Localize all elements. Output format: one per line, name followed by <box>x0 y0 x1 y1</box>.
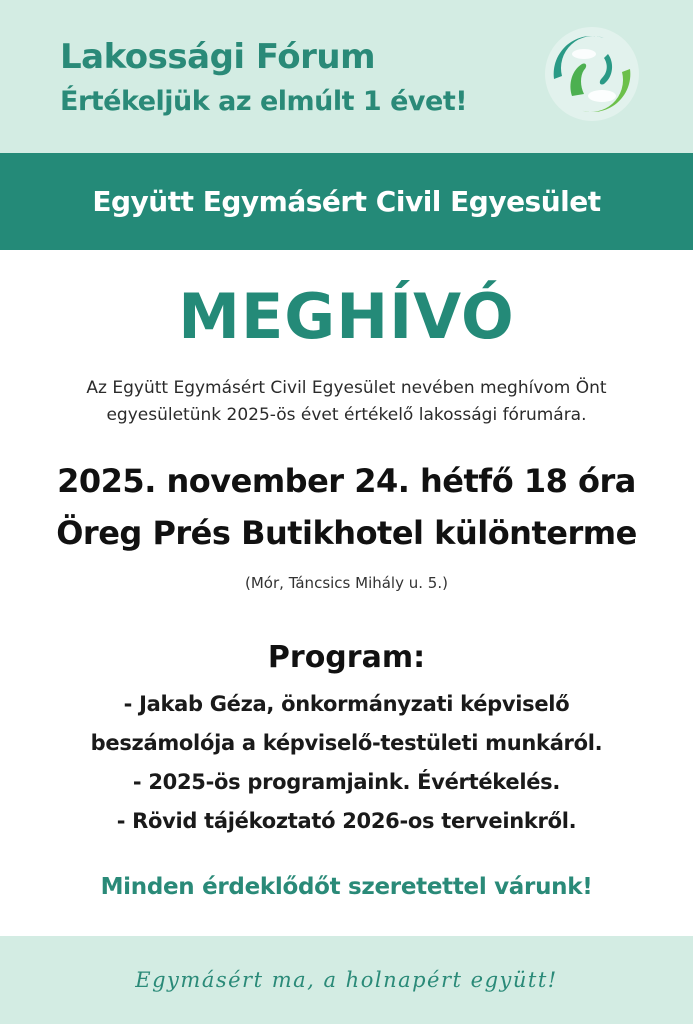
forum-subtitle: Értékeljük az elmúlt 1 évet! <box>60 86 468 117</box>
program-item: - Rövid tájékoztató 2026-os terveinkről. <box>116 809 577 833</box>
program-item: beszámolója a képviselő-testületi munkáról. <box>90 731 603 755</box>
forum-title: Lakossági Fórum <box>60 37 376 77</box>
event-venue: Öreg Prés Butikhotel különterme <box>56 514 637 552</box>
invitation-intro <box>40 375 653 429</box>
footer-band <box>0 936 693 1024</box>
program-list <box>0 685 693 841</box>
event-details <box>0 455 693 559</box>
invitation-headline: MEGHÍVÓ <box>178 280 515 353</box>
intro-line: egyesületünk 2025-ös évet értékelő lakossági fórumára. <box>106 405 587 425</box>
program-heading: Program: <box>267 640 426 675</box>
organization-band <box>0 153 693 250</box>
event-address: (Mór, Táncsics Mihály u. 5.) <box>245 574 448 592</box>
welcome-message: Minden érdeklődőt szeretettel várunk! <box>100 874 593 900</box>
header-section <box>0 0 693 153</box>
hands-circle-logo-icon <box>542 24 642 124</box>
program-item: - 2025-ös programjaink. Évértékelés. <box>132 770 561 794</box>
intro-line: Az Együtt Egymásért Civil Egyesület nevében meghívom Önt <box>86 378 607 398</box>
event-date-time: 2025. november 24. hétfő 18 óra <box>57 462 636 500</box>
program-item: - Jakab Géza, önkormányzati képviselő <box>123 692 570 716</box>
slogan: Egymásért ma, a holnapért együtt! <box>135 968 558 992</box>
organization-name: Együtt Egymásért Civil Egyesület <box>92 185 601 218</box>
